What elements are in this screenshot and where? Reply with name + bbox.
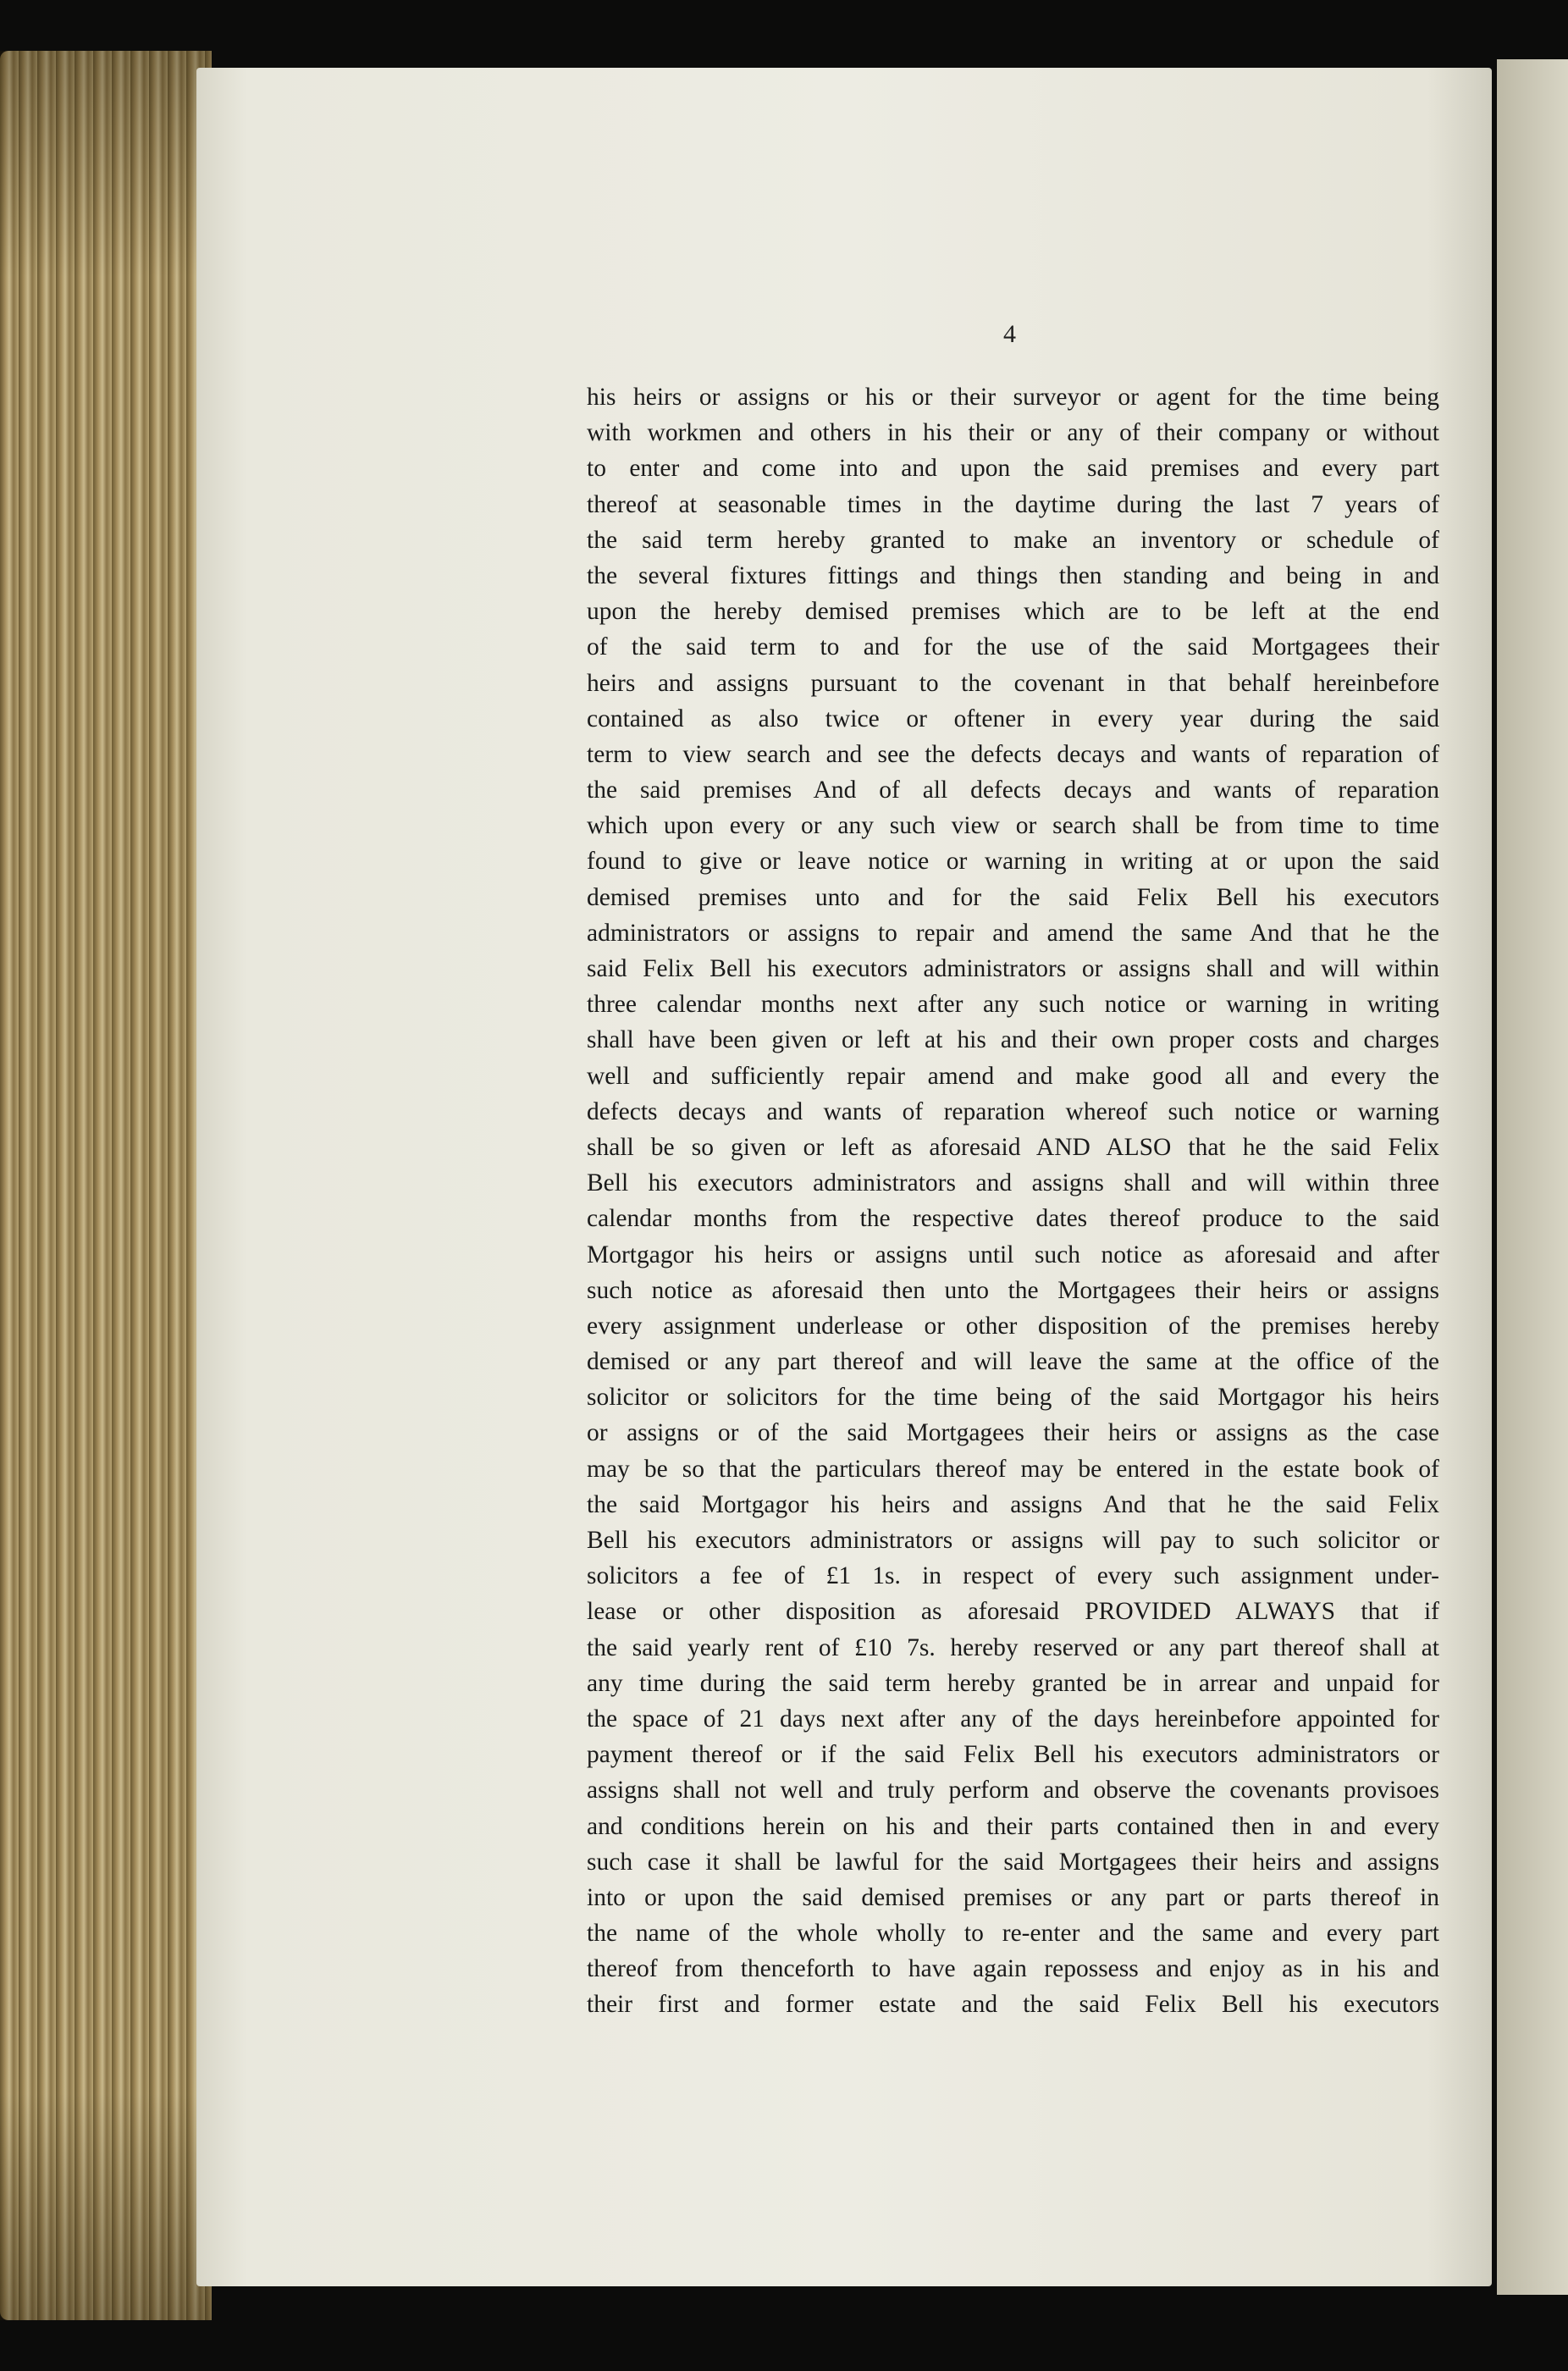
text-line: upon the hereby demised premises which are to be left at the end: [587, 598, 1439, 626]
text-line: the said Mortgagor his heirs and assigns And that he the said Felix: [587, 1490, 1439, 1518]
text-line: said Felix Bell his executors administrators or assigns shall and will within: [587, 955, 1439, 982]
text-line: administrators or assigns to repair and amend the same And that he the: [587, 919, 1439, 947]
text-line: such notice as aforesaid then unto the Mortgagees their heirs or assigns: [587, 1276, 1439, 1304]
text-line: of the said term to and for the use of the said Mortgagees their: [587, 633, 1439, 661]
text-line: shall have been given or left at his and their own proper costs and charges: [587, 1026, 1439, 1054]
text-line: may be so that the particulars thereof may be entered in the estate book of: [587, 1455, 1439, 1483]
body-text: [587, 379, 1439, 2023]
text-line: term to view search and see the defects decays and wants of reparation of: [587, 740, 1439, 768]
facing-page-edge: [1497, 59, 1568, 2295]
text-line: contained as also twice or oftener in every year during the said: [587, 705, 1439, 732]
text-line: which upon every or any such view or search shall be from time to time: [587, 812, 1439, 840]
text-line: lease or other disposition as aforesaid PROVIDED ALWAYS that if: [587, 1598, 1439, 1626]
text-line: assigns shall not well and truly perform and observe the covenants provisoes: [587, 1777, 1439, 1805]
text-line: heirs and assigns pursuant to the covenant in that behalf hereinbefore: [587, 669, 1439, 697]
text-line: demised or any part thereof and will leave the same at the office of the: [587, 1348, 1439, 1376]
text-line: the said premises And of all defects decays and wants of reparation: [587, 777, 1439, 804]
text-line: Bell his executors administrators or assigns will pay to such solicitor or: [587, 1527, 1439, 1554]
text-line: Bell his executors administrators and assigns shall and will within three: [587, 1169, 1439, 1197]
text-line: and conditions herein on his and their parts contained then in and every: [587, 1812, 1439, 1840]
text-line: found to give or leave notice or warning in writing at or upon the said: [587, 848, 1439, 876]
text-line: well and sufficiently repair amend and make good all and every the: [587, 1062, 1439, 1090]
text-line: payment thereof or if the said Felix Bell his executors administrators or: [587, 1741, 1439, 1769]
text-line: his heirs or assigns or his or their surveyor or agent for the time being: [587, 384, 1439, 411]
text-line: the several fixtures fittings and things then standing and being in and: [587, 561, 1439, 589]
text-line: the said yearly rent of £10 7s. hereby reserved or any part thereof shall at: [587, 1633, 1439, 1661]
page-number: 4: [1003, 320, 1016, 348]
text-line: the said term hereby granted to make an inventory or schedule of: [587, 526, 1439, 554]
text-line: defects decays and wants of reparation whereof such notice or warning: [587, 1097, 1439, 1125]
text-line: solicitors a fee of £1 1s. in respect of every such assignment under-: [587, 1562, 1439, 1590]
text-line: calendar months from the respective dates thereof produce to the said: [587, 1205, 1439, 1233]
text-line: every assignment underlease or other disposition of the premises hereby: [587, 1312, 1439, 1340]
text-line: the name of the whole wholly to re-enter and the same and every part: [587, 1920, 1439, 1948]
text-line: to enter and come into and upon the said premises and every part: [587, 455, 1439, 483]
text-line: or assigns or of the said Mortgagees their heirs or assigns as the case: [587, 1419, 1439, 1447]
text-line: such case it shall be lawful for the said Mortgagees their heirs and assigns: [587, 1848, 1439, 1876]
text-line: Mortgagor his heirs or assigns until such notice as aforesaid and after: [587, 1241, 1439, 1268]
text-line: thereof at seasonable times in the daytime during the last 7 years of: [587, 490, 1439, 518]
text-line: with workmen and others in his their or any of their company or without: [587, 419, 1439, 447]
text-line: solicitor or solicitors for the time being of the said Mortgagor his heirs: [587, 1384, 1439, 1412]
text-line: thereof from thenceforth to have again repossess and enjoy as in his and: [587, 1955, 1439, 1983]
text-line: their first and former estate and the said Felix Bell his executors: [587, 1991, 1439, 2019]
text-line: three calendar months next after any such notice or warning in writing: [587, 991, 1439, 1019]
text-line: shall be so given or left as aforesaid AND ALSO that he the said Felix: [587, 1133, 1439, 1161]
text-line: any time during the said term hereby granted be in arrear and unpaid for: [587, 1669, 1439, 1697]
text-line: demised premises unto and for the said Felix Bell his executors: [587, 883, 1439, 911]
text-line: into or upon the said demised premises or any part or parts thereof in: [587, 1883, 1439, 1911]
text-line: the space of 21 days next after any of the days hereinbefore appointed for: [587, 1705, 1439, 1733]
page-edges: [0, 51, 212, 2320]
